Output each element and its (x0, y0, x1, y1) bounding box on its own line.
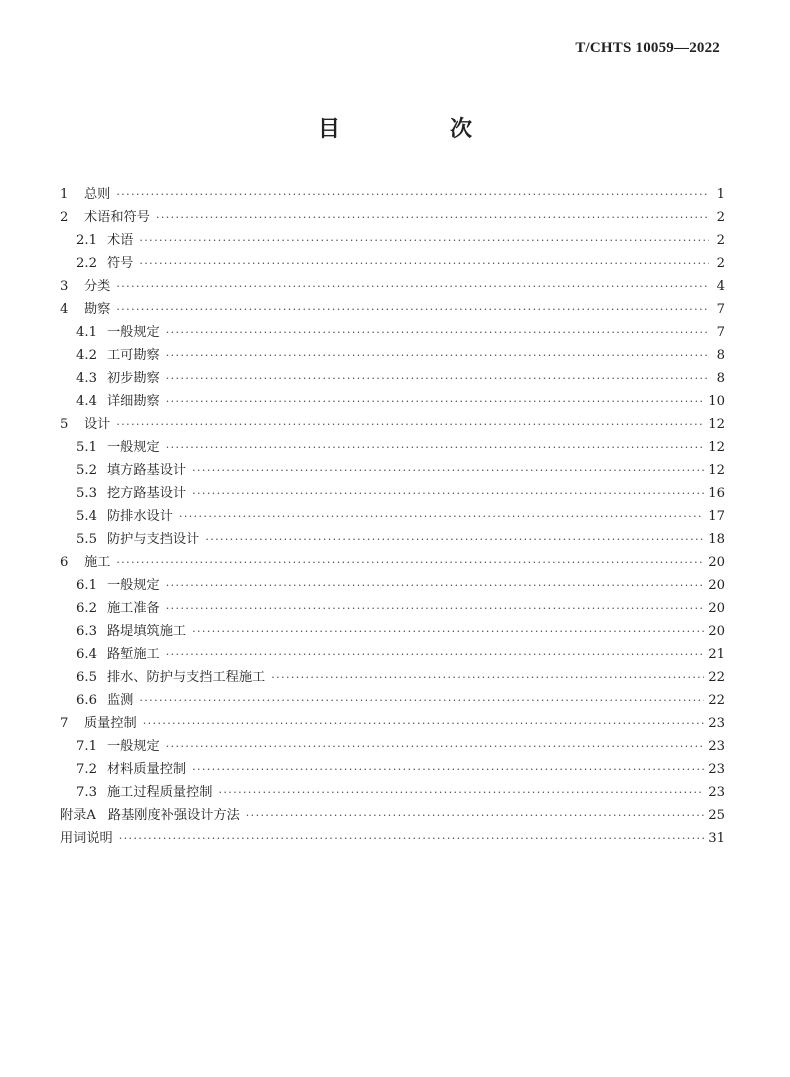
toc-entry-title: 施工 (84, 555, 111, 570)
dot-leader (219, 781, 705, 804)
toc-entry-title: 质量控制 (84, 716, 137, 731)
toc-entry[interactable] (60, 528, 725, 551)
toc-entry-number: 4.2 (76, 348, 97, 363)
toc-entry[interactable] (60, 183, 725, 206)
toc-entry-page: 1 (716, 187, 725, 202)
dot-leader (166, 436, 704, 459)
toc-entry[interactable] (60, 551, 725, 574)
dot-leader (205, 528, 704, 551)
toc-entry[interactable] (60, 597, 725, 620)
toc-entry-page: 7 (716, 325, 725, 340)
toc-entry-page: 17 (708, 509, 725, 524)
dot-leader (166, 597, 704, 620)
toc-entry-page: 8 (716, 371, 725, 386)
toc-entry-title: 排水、防护与支挡工程施工 (107, 670, 266, 685)
dot-leader (166, 367, 709, 390)
toc-entry-title: 一般规定 (107, 325, 160, 340)
dot-leader (116, 413, 704, 436)
toc-entry-number: 4.3 (76, 371, 97, 386)
toc-entry[interactable] (60, 505, 725, 528)
dot-leader (116, 298, 709, 321)
toc-entry-page: 2 (716, 210, 725, 225)
toc-entry-number: 7 (60, 716, 69, 731)
toc-entry-title: 挖方路基设计 (107, 486, 187, 501)
dot-leader (246, 804, 704, 827)
toc-entry[interactable] (60, 252, 725, 275)
toc-entry[interactable] (60, 344, 725, 367)
dot-leader (192, 482, 704, 505)
toc-entry-number: 5.5 (76, 532, 97, 547)
toc-entry[interactable] (60, 712, 725, 735)
toc-entry-number: 7.2 (76, 762, 97, 777)
dot-leader (179, 505, 704, 528)
dot-leader (192, 459, 704, 482)
toc-entry[interactable] (60, 620, 725, 643)
toc-entry[interactable] (60, 459, 725, 482)
toc-entry-title: 设计 (84, 417, 111, 432)
toc-entry-page: 20 (708, 601, 725, 616)
toc-entry-page: 4 (716, 279, 725, 294)
toc-entry-title: 术语和符号 (84, 210, 150, 225)
toc-entry[interactable] (60, 804, 725, 827)
toc-entry-page: 22 (708, 693, 725, 708)
toc-entry-title: 一般规定 (107, 739, 160, 754)
toc-entry-number: 6.2 (76, 601, 97, 616)
toc-entry-page: 12 (708, 417, 725, 432)
toc-entry[interactable] (60, 574, 725, 597)
toc-entry[interactable] (60, 275, 725, 298)
toc-entry-title: 路基刚度补强设计方法 (107, 808, 240, 823)
toc-entry-number: 4.4 (76, 394, 97, 409)
toc-entry[interactable] (60, 758, 725, 781)
toc-entry-number: 5.1 (76, 440, 97, 455)
dot-leader (139, 689, 704, 712)
toc-entry-number: 2.1 (76, 233, 97, 248)
toc-entry-number: 5.2 (76, 463, 97, 478)
toc-entry-page: 7 (716, 302, 725, 317)
toc-entry[interactable] (60, 436, 725, 459)
toc-entry-page: 22 (708, 670, 725, 685)
dot-leader (166, 643, 704, 666)
page-title: 目 次 (317, 117, 516, 142)
dot-leader (192, 758, 704, 781)
toc-entry[interactable] (60, 413, 725, 436)
toc-entry[interactable] (60, 689, 725, 712)
dot-leader (166, 321, 709, 344)
toc-entry-title: 防护与支挡设计 (107, 532, 200, 547)
toc-entry-number: 6.1 (76, 578, 97, 593)
toc-entry-title: 分类 (84, 279, 111, 294)
toc-entry-page: 10 (708, 394, 725, 409)
toc-entry-number: 3 (60, 279, 69, 294)
dot-leader (139, 252, 709, 275)
toc-entry-title: 监测 (107, 693, 134, 708)
dot-leader (116, 183, 709, 206)
toc-entry-page: 20 (708, 555, 725, 570)
dot-leader (192, 620, 704, 643)
dot-leader (166, 390, 704, 413)
toc-entry-page: 20 (708, 578, 725, 593)
toc-entry-title: 施工准备 (107, 601, 160, 616)
toc-entry-title: 用词说明 (60, 831, 113, 846)
dot-leader (156, 206, 709, 229)
toc-entry-number: 1 (60, 187, 69, 202)
toc-entry[interactable] (60, 735, 725, 758)
toc-entry-title: 工可勘察 (107, 348, 160, 363)
toc-entry-title: 符号 (107, 256, 134, 271)
toc-entry-number: 6.3 (76, 624, 97, 639)
toc-entry-number: 6.4 (76, 647, 97, 662)
toc-entry-title: 材料质量控制 (107, 762, 187, 777)
toc-entry-number: 2.2 (76, 256, 97, 271)
dot-leader (116, 275, 709, 298)
toc-entry-number: 6.6 (76, 693, 97, 708)
toc-entry-page: 2 (716, 233, 725, 248)
dot-leader (166, 574, 704, 597)
toc-entry-page: 23 (708, 762, 725, 777)
toc-entry-title: 术语 (107, 233, 134, 248)
toc-entry-number: 4.1 (76, 325, 97, 340)
standard-code: T/CHTS 10059—2022 (575, 40, 720, 56)
toc-entry-page: 21 (708, 647, 725, 662)
toc-entry-title: 总则 (84, 187, 111, 202)
toc-entry-title: 初步勘察 (107, 371, 160, 386)
toc-entry[interactable] (60, 482, 725, 505)
toc-entry[interactable] (60, 827, 725, 850)
toc-entry-title: 勘察 (84, 302, 111, 317)
toc-entry-page: 12 (708, 463, 725, 478)
toc-entry[interactable] (60, 367, 725, 390)
toc-entry-title: 防排水设计 (107, 509, 173, 524)
toc-entry-title: 施工过程质量控制 (107, 785, 213, 800)
toc-entry-page: 25 (708, 808, 725, 823)
toc-entry-number: 7.1 (76, 739, 97, 754)
toc-entry-number: 2 (60, 210, 69, 225)
toc-entry-number: 5 (60, 417, 69, 432)
toc-entry[interactable] (60, 781, 725, 804)
toc-entry-number: 5.3 (76, 486, 97, 501)
table-of-contents (60, 183, 725, 850)
toc-entry[interactable] (60, 206, 725, 229)
toc-entry-title: 路堑施工 (107, 647, 160, 662)
toc-entry-page: 2 (716, 256, 725, 271)
toc-entry[interactable] (60, 666, 725, 689)
toc-entry-number: 6 (60, 555, 69, 570)
dot-leader (271, 666, 704, 689)
toc-entry-page: 18 (708, 532, 725, 547)
toc-entry-page: 23 (708, 739, 725, 754)
toc-entry-number: 6.5 (76, 670, 97, 685)
toc-entry-title: 一般规定 (107, 440, 160, 455)
toc-entry[interactable] (60, 229, 725, 252)
toc-entry-page: 20 (708, 624, 725, 639)
toc-entry-title: 填方路基设计 (107, 463, 187, 478)
dot-leader (166, 344, 709, 367)
dot-leader (116, 551, 704, 574)
toc-entry-page: 12 (708, 440, 725, 455)
toc-entry[interactable] (60, 298, 725, 321)
toc-entry-number: 附录A (60, 808, 96, 823)
toc-entry[interactable] (60, 643, 725, 666)
toc-entry-page: 16 (708, 486, 725, 501)
dot-leader (166, 735, 704, 758)
toc-entry-page: 23 (708, 716, 725, 731)
toc-entry-number: 4 (60, 302, 69, 317)
dot-leader (119, 827, 704, 850)
toc-entry[interactable] (60, 390, 725, 413)
toc-entry-title: 详细勘察 (107, 394, 160, 409)
toc-entry-number: 5.4 (76, 509, 97, 524)
toc-entry-page: 23 (708, 785, 725, 800)
dot-leader (139, 229, 709, 252)
toc-entry-page: 8 (716, 348, 725, 363)
toc-entry-number: 7.3 (76, 785, 97, 800)
dot-leader (143, 712, 704, 735)
toc-entry[interactable] (60, 321, 725, 344)
toc-entry-title: 路堤填筑施工 (107, 624, 187, 639)
toc-entry-title: 一般规定 (107, 578, 160, 593)
toc-entry-page: 31 (708, 831, 725, 846)
